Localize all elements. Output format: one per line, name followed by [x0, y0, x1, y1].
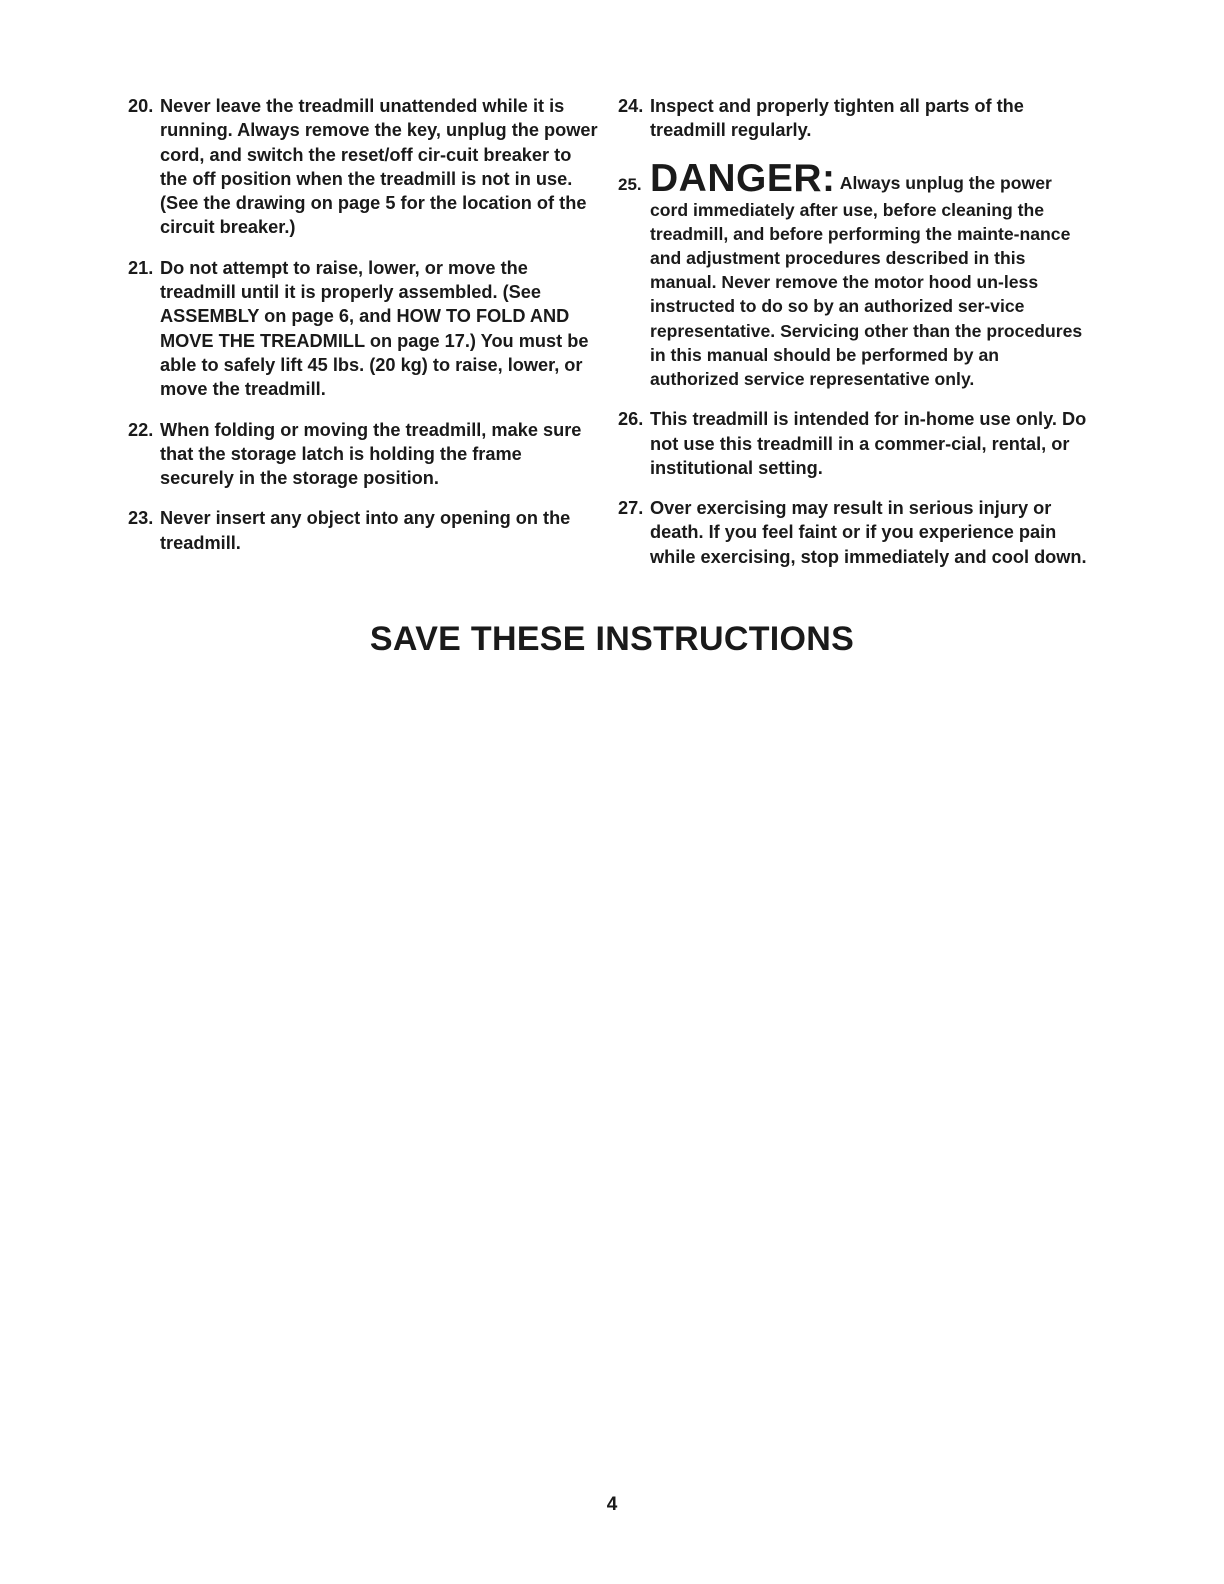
item-number: 23.: [128, 508, 154, 529]
item-number: 27.: [618, 498, 644, 519]
save-instructions-heading: SAVE THESE INSTRUCTIONS: [369, 620, 855, 658]
item-number: 20.: [128, 96, 154, 116]
item-text: When folding or moving the treadmill, make sure that the storage latch is holding the frame securely in the storage position.: [160, 419, 582, 489]
safety-item-22: [128, 418, 598, 491]
item-number: 24.: [618, 96, 644, 116]
safety-item-23: [128, 506, 598, 555]
safety-item-21: [128, 256, 598, 402]
page-number: 4: [606, 1494, 618, 1515]
safety-item-24: [618, 94, 1088, 143]
item-text: Never insert any object into any opening on the treadmill.: [160, 508, 571, 553]
item-text: Never leave the treadmill unattended while it is running. Always remove the key, unplug the power cord, and switch the reset/off cir-cuit breaker to the off position when the treadmill is not in use. (See the drawing on page 5 for the location of the circuit breaker.): [160, 96, 598, 238]
item-text: This treadmill is intended for in-home use only. Do not use this treadmill in a commer-cial, rental, or institutional setting.: [650, 409, 1087, 478]
right-column: [618, 94, 1088, 585]
safety-item-20: [128, 94, 598, 240]
left-column: [128, 94, 598, 571]
safety-item-26: [618, 407, 1088, 480]
item-number: 21.: [128, 257, 154, 278]
item-number: 25.: [618, 174, 642, 194]
safety-item-25-danger: [618, 156, 1088, 392]
item-text: Inspect and properly tighten all parts of the treadmill regularly.: [650, 96, 1024, 141]
danger-paragraph: [650, 156, 1088, 392]
item-number: 26.: [618, 409, 644, 430]
item-text: Do not attempt to raise, lower, or move the treadmill until it is properly assembled. (See ASSEMBLY on page 6, and HOW TO FOLD AND MOVE THE TREADMILL on page 17.) You must be able to safely lift 45 lbs. (20 kg) to raise, lower, or move the treadmill.: [160, 257, 589, 400]
item-text: Always unplug the power cord immediately after use, before cleaning the treadmill, and before performing the mainte-nance and adjustment procedures described in this manual. Never remove the motor hood un-less instructed to do so by an authorized ser-vice representative. Servicing other than the procedures in this manual should be performed by an authorized service representative only.: [650, 172, 1083, 390]
item-text: Over exercising may result in serious injury or death. If you feel faint or if you experience pain while exercising, stop immediately and cool down.: [650, 498, 1087, 567]
safety-item-27: [618, 496, 1088, 569]
danger-label: DANGER:: [650, 156, 836, 200]
item-number: 22.: [128, 419, 154, 440]
